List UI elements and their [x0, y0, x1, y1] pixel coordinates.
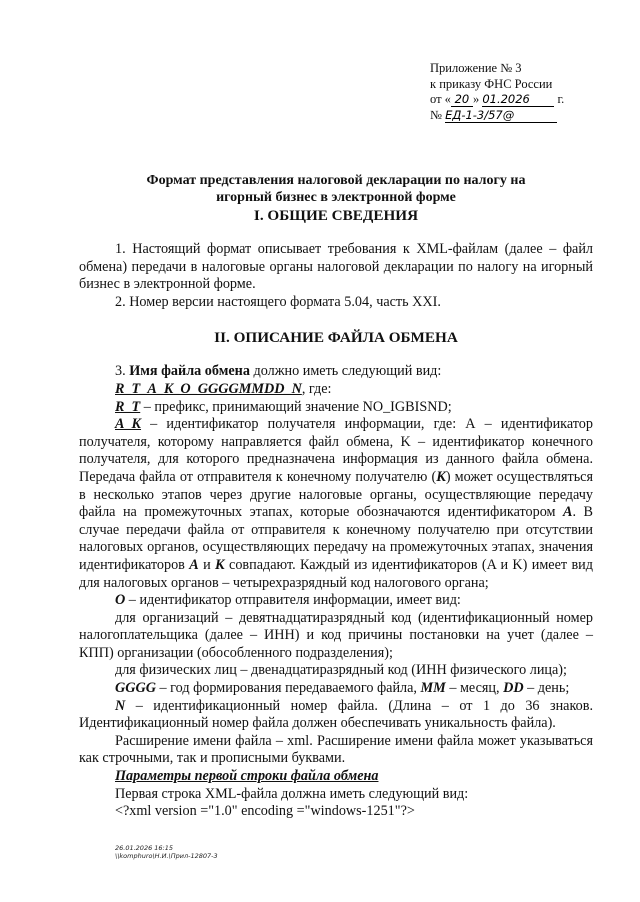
o-definition: O – идентификатор отправителя информации, имеет вид:: [115, 592, 461, 609]
paragraph-1: 1. Настоящий формат описывает требования к XML-файлам (далее – файл обмена) передачи в налоговые органы налоговой декларации по налогу на игорный бизнес в электронной форме.: [79, 241, 593, 293]
org-definition: для организаций – девятнадцатиразрядный код (идентификационный номер налогоплательщика (далее – ИНН) и код причины постановки на учет (далее – КПП) организации (обособленного подразделения);: [79, 609, 593, 661]
paragraph-3: 3. Имя файла обмена должно иметь следующий вид:: [115, 363, 442, 380]
paragraph-2: 2. Номер версии настоящего формата 5.04, часть XXI.: [115, 293, 441, 310]
annex-line2: к приказу ФНС России: [430, 76, 553, 91]
document-title: Формат представления налоговой декларации по налогу на игорный бизнес в электронной форме: [146, 173, 526, 205]
annex-date: от « 20 » 01.2026 г.: [430, 92, 565, 106]
xml-declaration: <?xml version ="1.0" encoding ="windows-1251"?>: [115, 803, 415, 820]
extension-text: Расширение имени файла – xml. Расширение имени файла может указываться как строчными, так и прописными буквами.: [79, 732, 593, 767]
ak-definition: A_K – идентификатор получателя информации, где: А – идентификатор получателя, которому направляется файл обмена, K – идентификатор конечного получателя, для которого предназначена информация из данного файла обмена. Передача файла от отправителя к конечному получателю (К) может осуществляться в несколько этапов через другие налоговые органы, осуществляющие передачу файла на промежуточных этапах, которые обозначаются идентификатором А. В случае передачи файла от отправителя к конечному получателю при отсутствии налоговых органов, осуществляющих передачу на промежуточных этапах, значения идентификаторов А и К совпадают. Каждый из идентификаторов (A и K) имеет вид для налоговых органов – четырехразрядный код налогового органа;: [79, 416, 594, 591]
section-2-heading: II. ОПИСАНИЕ ФАЙЛА ОБМЕНА: [214, 329, 458, 347]
params-heading: Параметры первой строки файла обмена: [115, 768, 379, 785]
annex-date-rest: 01.2026: [482, 93, 554, 107]
rt-definition: R_T – префикс, принимающий значение NO_IGBISND;: [115, 398, 452, 415]
annex-block: [430, 61, 630, 123]
date-definition: GGGG – год формирования передаваемого файла, MM – месяц, DD – день;: [115, 680, 570, 697]
document-body: [79, 172, 593, 821]
annex-number-value: ЕД-1-3/57@: [445, 109, 557, 123]
file-name-pattern: R_T_A_K_O_GGGGMMDD_N, где:: [115, 380, 332, 397]
annex-line1: Приложение № 3: [430, 61, 522, 75]
individual-definition: для физических лиц – двенадцатиразрядный код (ИНН физического лица);: [115, 662, 567, 679]
footer-timestamp: 26.01.2026 16:15: [115, 844, 174, 852]
footer-meta: [115, 844, 218, 860]
annex-number: № ЕД-1-3/57@: [430, 108, 630, 124]
section-1-heading: I. ОБЩИЕ СВЕДЕНИЯ: [253, 207, 419, 224]
first-line-text: Первая строка XML-файла должна иметь следующий вид:: [115, 785, 469, 802]
n-definition: N – идентификационный номер файла. (Длина – от 1 до 36 знаков. Идентификационный номер файла должен обеспечивать уникальность файла).: [79, 697, 593, 732]
annex-date-day: 20: [451, 93, 473, 107]
footer-path: \\komphuro\Н.И.\Прил-12807-3: [115, 852, 218, 860]
